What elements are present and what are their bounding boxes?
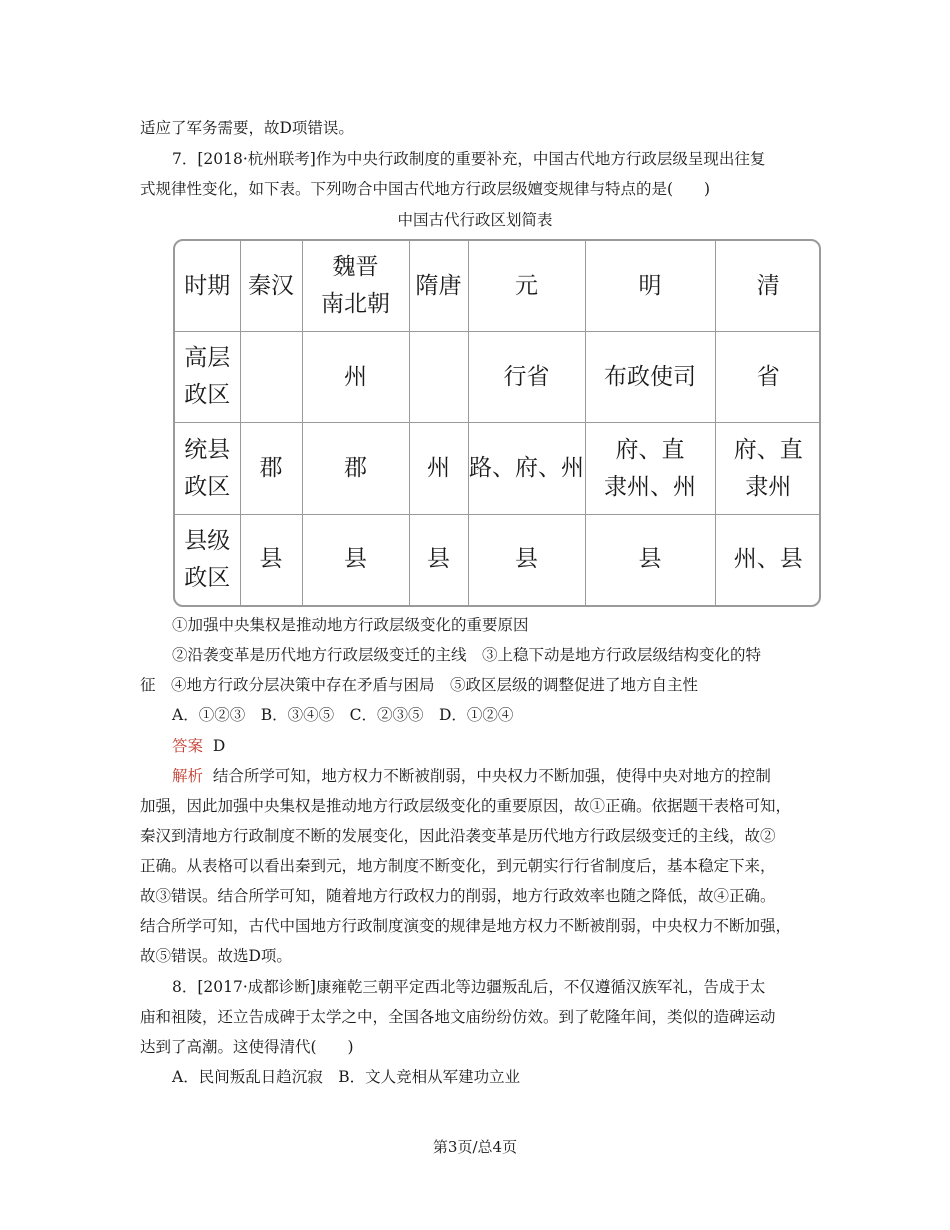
table-cell: 州、县 <box>715 514 821 605</box>
answer-label: 答案 <box>172 737 204 755</box>
table-cell: 行省 <box>468 332 585 423</box>
table-cell: 布政使司 <box>585 332 715 423</box>
row-label-cell: 县级 政区 <box>175 514 240 605</box>
admin-division-table <box>173 239 821 607</box>
header-cell: 清 <box>715 241 821 332</box>
header-cell: 时期 <box>175 241 240 332</box>
table-cell: 县 <box>585 514 715 605</box>
question-8-choices: A．民间叛乱日趋沉寂 B．文人竞相从军建功立业 <box>172 1068 521 1086</box>
table-cell: 路、府、州 <box>468 423 585 514</box>
option-statement: 征 ④地方行政分层决策中存在矛盾与困局 ⑤政区层级的调整促进了地方自主性 <box>140 676 699 694</box>
table-title: 中国古代行政区划简表 <box>397 211 553 229</box>
header-cell: 元 <box>468 241 585 332</box>
table-cell: 州 <box>409 423 468 514</box>
analysis-line: 秦汉到清地方行政制度不断的发展变化，因此沿袭变革是历代地方行政层级变迁的主线，故② <box>140 827 776 845</box>
analysis-line: 结合所学可知，古代中国地方行政制度演变的规律是地方权力不断被削弱，中央权力不断加强， <box>140 917 792 935</box>
table-header-row <box>175 241 821 332</box>
table-row <box>175 423 821 514</box>
table-cell: 府、直 隶州、州 <box>585 423 715 514</box>
question-7-line: 式规律性变化，如下表。下列吻合中国古代地方行政层级嬗变规律与特点的是( ) <box>140 180 711 198</box>
table-cell: 郡 <box>240 423 302 514</box>
table-cell: 县 <box>409 514 468 605</box>
table-cell <box>240 332 302 423</box>
analysis-line: 故③错误。结合所学可知，随着地方行政权力的削弱，地方行政效率也随之降低，故④正确。 <box>140 887 776 905</box>
analysis-text: 结合所学可知，地方权力不断被削弱，中央权力不断加强，使得中央对地方的控制 <box>212 767 771 785</box>
page-footer: 第3页/总4页 <box>432 1138 518 1156</box>
header-cell-text: 魏晋 南北朝 <box>321 254 390 318</box>
table-cell: 县 <box>240 514 302 605</box>
table-row <box>175 514 821 605</box>
question-8-line: 达到了高潮。这使得清代( ) <box>140 1038 354 1056</box>
table-cell: 府、直 隶州 <box>715 423 821 514</box>
analysis-line: 故⑤错误。故选D项。 <box>140 947 292 965</box>
option-statement: ②沿袭变革是历代地方行政层级变迁的主线 ③上稳下动是地方行政层级结构变化的特 <box>172 646 762 664</box>
analysis-line: 正确。从表格可以看出秦到元，地方制度不断变化，到元朝实行行省制度后，基本稳定下来， <box>140 857 776 875</box>
table-row <box>175 332 821 423</box>
question-8-line: 庙和祖陵，还立告成碑于太学之中，全国各地文庙纷纷仿效。到了乾隆年间，类似的造碑运动 <box>140 1008 776 1026</box>
table-cell: 郡 <box>302 423 409 514</box>
table-cell: 县 <box>302 514 409 605</box>
header-cell: 隋唐 <box>409 241 468 332</box>
row-label-cell: 统县 政区 <box>175 423 240 514</box>
table-cell: 州 <box>302 332 409 423</box>
answer-value: D <box>212 737 226 755</box>
option-statement: ①加强中央集权是推动地方行政层级变化的重要原因 <box>172 616 529 634</box>
answer-choices: A．①②③ B．③④⑤ C．②③⑤ D．①②④ <box>172 706 514 724</box>
analysis-line: 加强，因此加强中央集权是推动地方行政层级变化的重要原因，故①正确。依据题干表格可知， <box>140 797 792 815</box>
header-cell: 明 <box>585 241 715 332</box>
analysis-line <box>172 765 771 787</box>
table-cell <box>409 332 468 423</box>
header-cell <box>302 241 409 332</box>
table-cell: 县 <box>468 514 585 605</box>
table-cell: 省 <box>715 332 821 423</box>
answer-line <box>172 735 225 757</box>
question-7-line: 7．[2018·杭州联考]作为中央行政制度的重要补充，中国古代地方行政层级呈现出往复 <box>172 150 766 168</box>
header-cell: 秦汉 <box>240 241 302 332</box>
analysis-label: 解析 <box>172 767 204 785</box>
text-line: 适应了军务需要，故D项错误。 <box>140 119 354 137</box>
row-label-cell: 高层 政区 <box>175 332 240 423</box>
question-8-line: 8．[2017·成都诊断]康雍乾三朝平定西北等边疆叛乱后，不仅遵循汉族军礼，告成于太 <box>172 978 766 996</box>
